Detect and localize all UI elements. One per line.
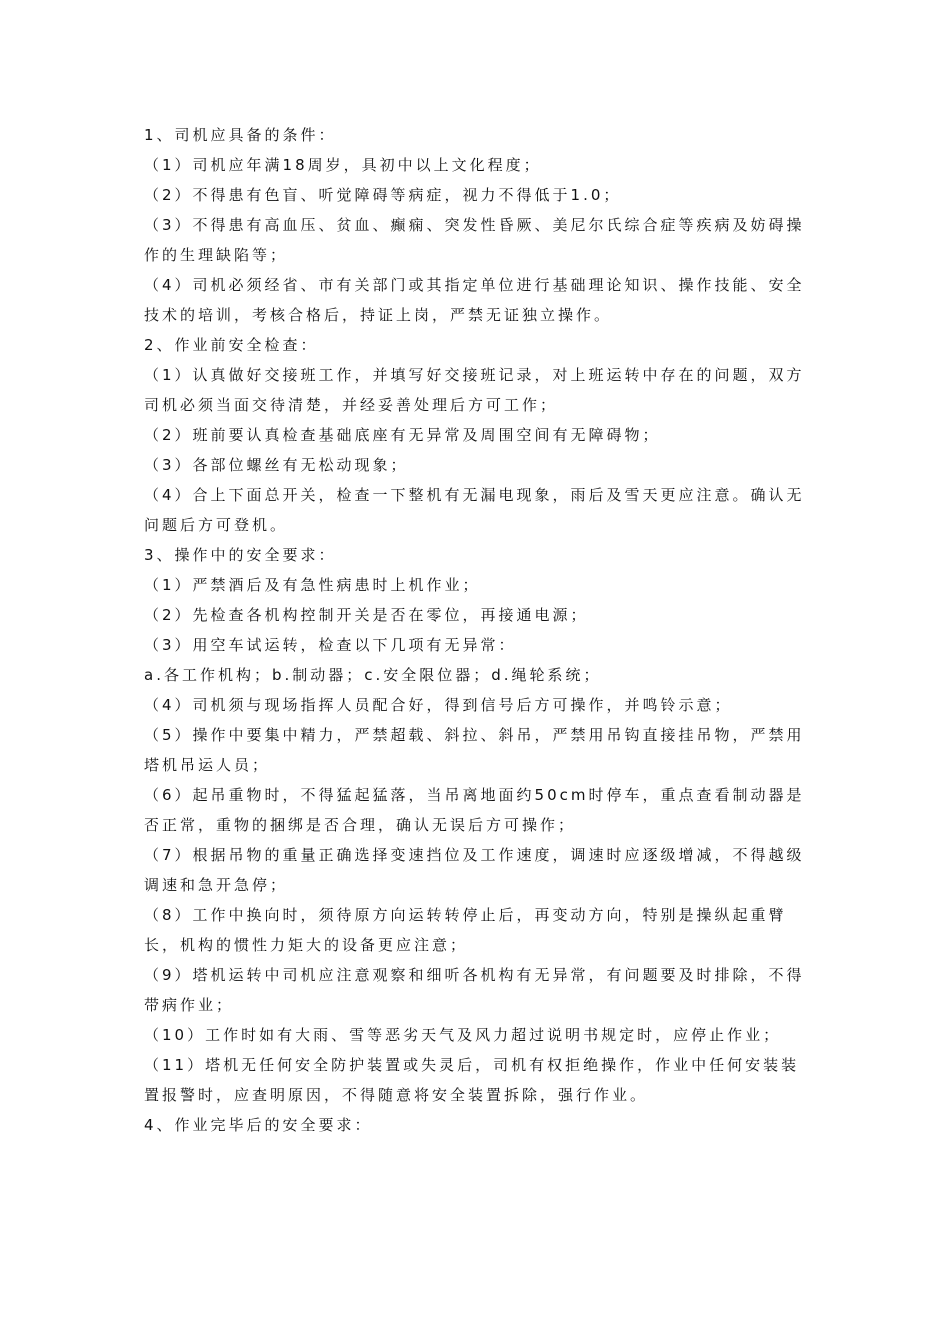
paragraph-2-1: （1）认真做好交接班工作，并填写好交接班记录，对上班运转中存在的问题，双方司机必须当面交待清楚，并经妥善处理后方可工作； [144,366,805,414]
paragraph-3-4: （4）司机须与现场指挥人员配合好，得到信号后方可操作，并鸣铃示意； [144,696,733,714]
paragraph-3-7: （7）根据吊物的重量正确选择变速挡位及工作速度，调速时应逐级增减，不得越级调速和急开急停； [144,846,805,894]
paragraph-3-11: （11）塔机无任何安全防护装置或失灵后，司机有权拒绝操作，作业中任何安装装置报警时，应查明原因，不得随意将安全装置拆除，强行作业。 [144,1056,800,1104]
paragraph-3-1: （1）严禁酒后及有急性病患时上机作业； [144,576,481,594]
paragraph-3-6: （6）起吊重物时，不得猛起猛落，当吊离地面约50cm时停车，重点查看制动器是否正常，重物的捆绑是否合理，确认无误后方可操作； [144,786,805,834]
paragraph-3-9: （9）塔机运转中司机应注意观察和细听各机构有无异常，有问题要及时排除，不得带病作业； [144,966,805,1014]
paragraph-1-3: （3）不得患有高血压、贫血、癫痫、突发性昏厥、美尼尔氏综合症等疾病及妨碍操作的生理缺陷等； [144,216,805,264]
section-heading-4: 4、作业完毕后的安全要求： [144,1116,373,1134]
paragraph-3-3: （3）用空车试运转，检查以下几项有无异常： [144,636,517,654]
paragraph-2-4: （4）合上下面总开关，检查一下整机有无漏电现象，雨后及雪天更应注意。确认无问题后方可登机。 [144,486,805,534]
section-heading-3: 3、操作中的安全要求： [144,546,337,564]
section-heading-2: 2、作业前安全检查： [144,336,319,354]
paragraph-1-4: （4）司机必须经省、市有关部门或其指定单位进行基础理论知识、操作技能、安全技术的培训，考核合格后，持证上岗，严禁无证独立操作。 [144,276,805,324]
paragraph-1-2: （2）不得患有色盲、听觉障碍等病症，视力不得低于1.0； [144,186,622,204]
paragraph-3-2: （2）先检查各机构控制开关是否在零位，再接通电源； [144,606,589,624]
paragraph-3-5: （5）操作中要集中精力，严禁超载、斜拉、斜吊，严禁用吊钩直接挂吊物，严禁用塔机吊运人员； [144,726,805,774]
paragraph-3-10: （10）工作时如有大雨、雪等恶劣天气及风力超过说明书规定时，应停止作业； [144,1026,782,1044]
section-heading-1: 1、司机应具备的条件： [144,126,337,144]
paragraph-2-2: （2）班前要认真检查基础底座有无异常及周围空间有无障碍物； [144,426,661,444]
document-body [144,120,809,1140]
paragraph-1-1: （1）司机应年满18周岁，具初中以上文化程度； [144,156,542,174]
paragraph-3-3-items: a.各工作机构；b.制动器；c.安全限位器；d.绳轮系统； [144,666,602,684]
paragraph-2-3: （3）各部位螺丝有无松动现象； [144,456,409,474]
paragraph-3-8: （8）工作中换向时，须待原方向运转转停止后，再变动方向，特别是操纵起重臂长，机构的惯性力矩大的设备更应注意； [144,906,787,954]
